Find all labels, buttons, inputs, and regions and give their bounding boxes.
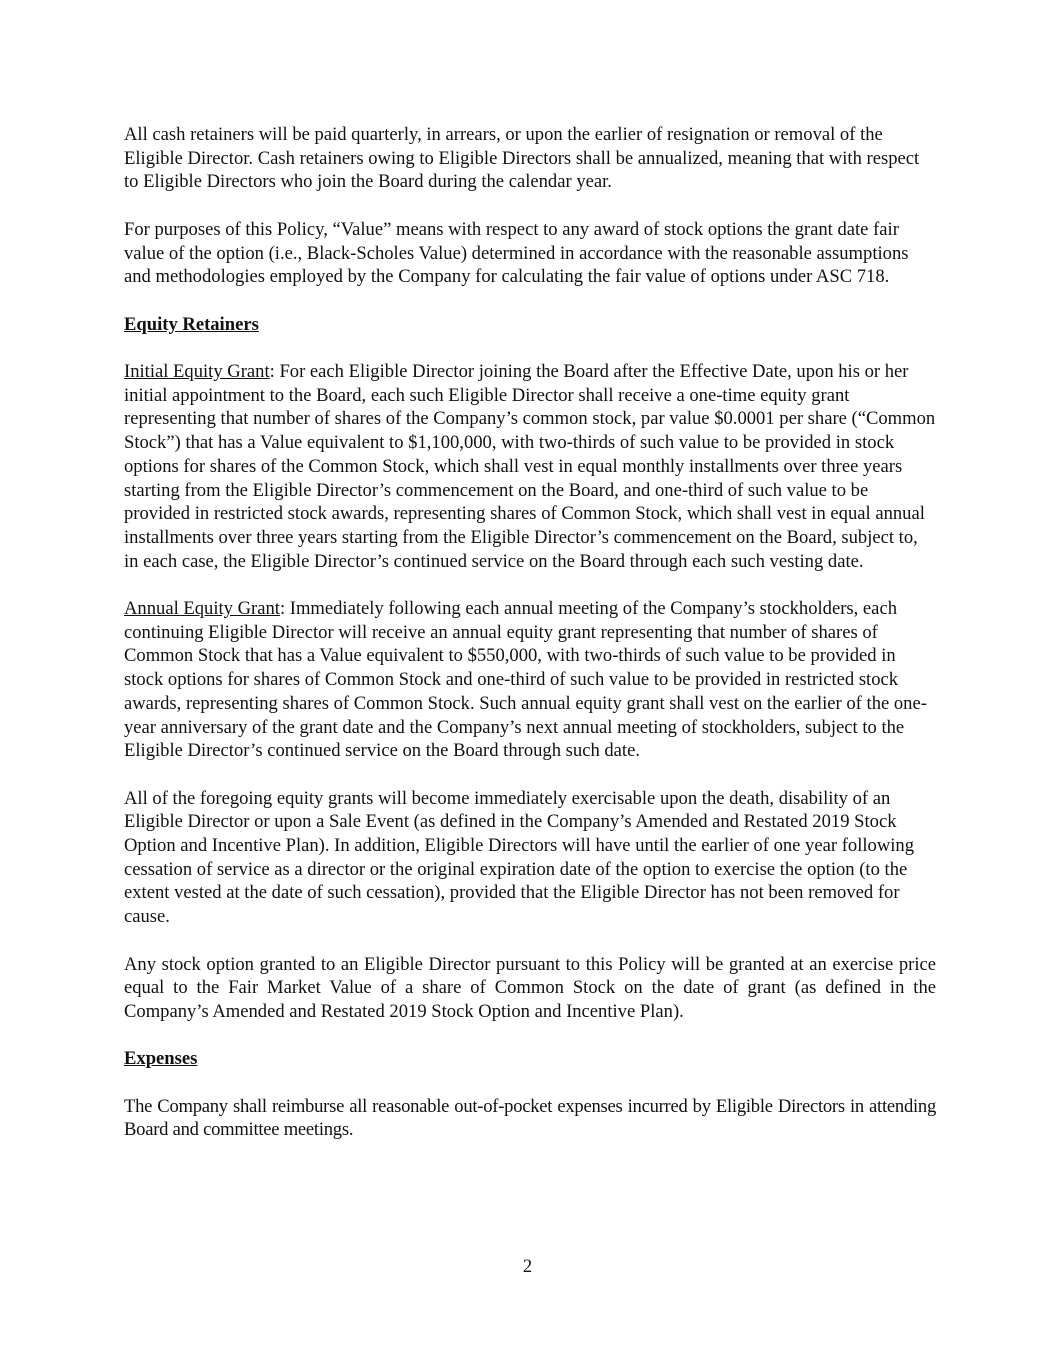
equity-retainers-heading: Equity Retainers	[124, 313, 259, 335]
annual-equity-grant-label: Annual Equity Grant	[124, 598, 280, 619]
document-page	[124, 123, 936, 1166]
annual-equity-grant-paragraph	[124, 597, 936, 763]
value-definition-paragraph: For purposes of this Policy, “Value” means with respect to any award of stock options the grant date fair value of the option (i.e., Black-Scholes Value) determined in accordance with the reasonable assumptions and methodologies employed by the Company for calculating the fair value of options under ASC 718.	[124, 218, 909, 288]
expenses-heading: Expenses	[124, 1048, 198, 1070]
acceleration-paragraph: All of the foregoing equity grants will become immediately exercisable upon the death, disability of an Eligible Director or upon a Sale Event (as defined in the Company’s Amended and Restated 2019 Stock Option and Incentive Plan). In addition, Eligible Directors will have until the earlier of one year following cessation of service as a director or the original expiration date of the option to exercise the option (to the extent vested at the date of such cessation), provided that the Eligible Director has not been removed for cause.	[124, 787, 915, 928]
exercise-price-paragraph: Any stock option granted to an Eligible Director pursuant to this Policy will be granted at an exercise price equal to the Fair Market Value of a share of Common Stock on the date of grant (as defined in the Company’s Amended and Restated 2019 Stock Option and Incentive Plan).	[124, 953, 936, 1022]
expenses-paragraph: The Company shall reimburse all reasonable out-of-pocket expenses incurred by Eligible Directors in attending Board and committee meetings.	[124, 1095, 936, 1141]
page-number: 2	[522, 1256, 533, 1277]
initial-equity-grant-paragraph	[124, 360, 936, 573]
initial-equity-grant-text: : For each Eligible Director joining the Board after the Effective Date, upon his or her initial appointment to the Board, each such Eligible Director shall receive a one-time equity grant representing that number of shares of the Company’s common stock, par value $0.0001 per share (“Common Stock”) that has a Value equivalent to $1,100,000, with two-thirds of such value to be provided in stock options for shares of the Common Stock, which shall vest in equal monthly installments over three years starting from the Eligible Director’s commencement on the Board, and one-third of such value to be provided in restricted stock awards, representing shares of Common Stock, which shall vest in equal annual installments over three years starting from the Eligible Director’s commencement on the Board, subject to, in each case, the Eligible Director’s continued service on the Board through each such vesting date.	[124, 360, 936, 572]
initial-equity-grant-label: Initial Equity Grant	[124, 360, 270, 382]
annual-equity-grant-text: : Immediately following each annual meeting of the Company’s stockholders, each continuing Eligible Director will receive an annual equity grant representing that number of shares of Common Stock that has a Value equivalent to $550,000, with two-thirds of such value to be provided in stock options for shares of Common Stock and one-third of such value to be provided in restricted stock awards, representing shares of Common Stock. Such annual equity grant shall vest on the earlier of the one-year anniversary of the grant date and the Company’s next annual meeting of stockholders, subject to the Eligible Director’s continued service on the Board through such date.	[124, 598, 927, 762]
cash-retainers-paragraph: All cash retainers will be paid quarterly, in arrears, or upon the earlier of resignation or removal of the Eligible Director. Cash retainers owing to Eligible Directors shall be annualized, meaning that with respect to Eligible Directors who join the Board during the calendar year.	[124, 124, 920, 193]
